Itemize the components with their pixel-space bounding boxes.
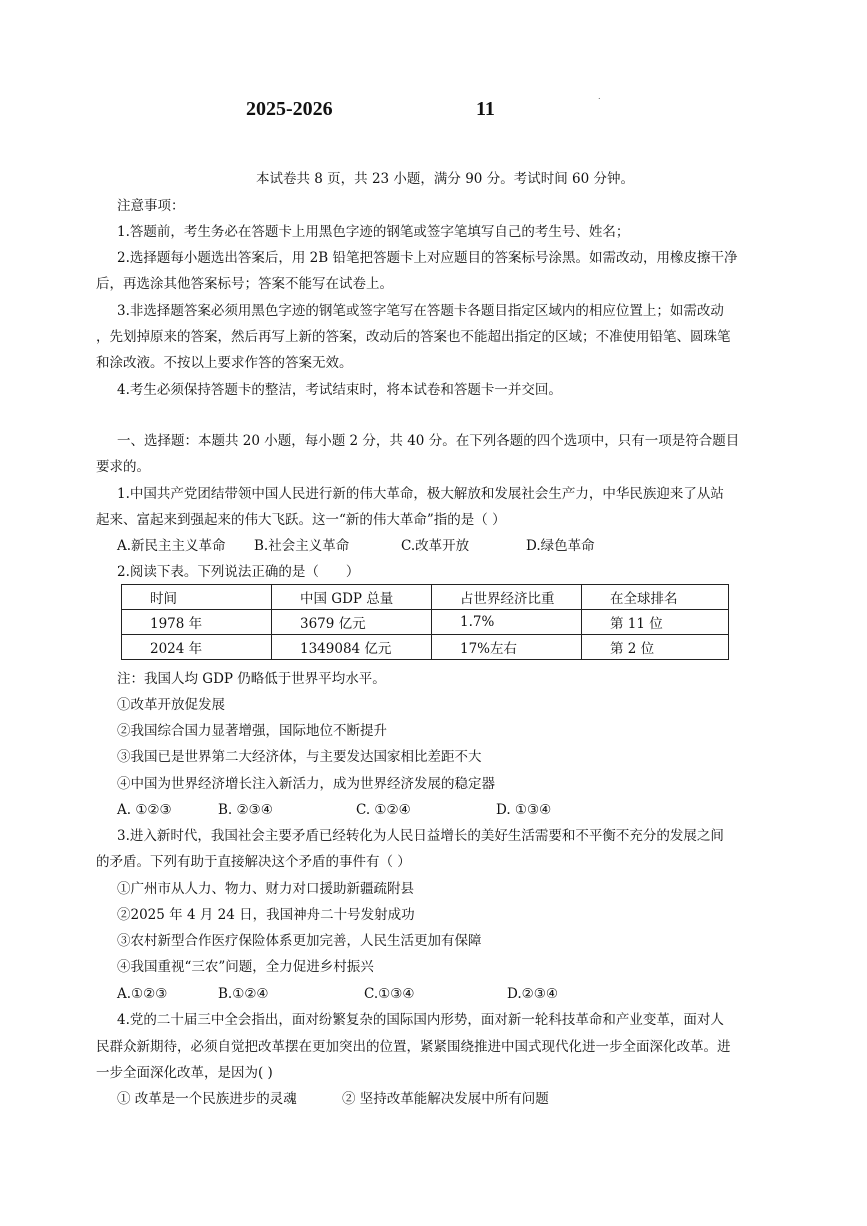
table-cell: 1978 年: [122, 610, 272, 635]
table-cell: 1.7%: [432, 610, 582, 635]
section-heading-cont: 要求的。: [96, 459, 150, 475]
question-1-option-b: B.社会主义革命: [254, 538, 350, 554]
stray-dot: .: [598, 92, 601, 101]
notice-item: 和涂改液。不按以上要求作答的答案无效。: [96, 355, 353, 371]
table-header-cell: 中国 GDP 总量: [272, 585, 432, 610]
exam-intro: 本试卷共 8 页，共 23 小题，满分 90 分。考试时间 60 分钟。: [256, 171, 634, 187]
question-2-statement: ③我国已是世界第二大经济体，与主要发达国家相比差距不大: [117, 749, 482, 765]
title-year-range: 2025-2026: [246, 98, 333, 120]
notice-item: 4.考生必须保持答题卡的整洁，考试结束时，将本试卷和答题卡一并交回。: [117, 382, 562, 398]
question-3-stem: 3.进入新时代，我国社会主要矛盾已经转化为人民日益增长的美好生活需要和不平衡不充分的发展之间: [117, 828, 724, 844]
question-3-option-b: B.①②④: [218, 986, 269, 1002]
notice-heading: 注意事项：: [117, 198, 185, 214]
table-header-cell: 占世界经济比重: [432, 585, 582, 610]
question-2-stem: 2.阅读下表。下列说法正确的是（ ）: [117, 564, 360, 580]
exam-title: [0, 98, 867, 128]
question-2-statement: ①改革开放促发展: [117, 697, 225, 713]
section-heading: 一、选择题：本题共 20 小题，每小题 2 分，共 40 分。在下列各题的四个选项中，只有一项是符合题目: [117, 433, 740, 449]
question-3-stem-cont: 的矛盾。下列有助于直接解决这个矛盾的事件有（ ）: [96, 854, 411, 870]
question-3-statement: ②2025 年 4 月 24 日，我国神舟二十号发射成功: [117, 907, 415, 923]
question-4-stem: 4.党的二十届三中全会指出，面对纷繁复杂的国际国内形势，面对新一轮科技革命和产业变革，面对人: [117, 1012, 724, 1028]
title-grade: 11: [476, 98, 495, 120]
question-2-option-a: A. ①②③: [117, 802, 172, 818]
question-2-option-c: C. ①②④: [356, 802, 411, 818]
notice-item: 2.选择题每小题选出答案后，用 2B 铅笔把答题卡上对应题目的答案标号涂黑。如需改动，用橡皮擦干净: [117, 250, 738, 266]
question-1-stem: 1.中国共产党团结带领中国人民进行新的伟大革命，极大解放和发展社会生产力，中华民族迎来了从站: [117, 486, 724, 502]
notice-item: 后，再选涂其他答案标号；答案不能写在试卷上。: [96, 276, 393, 292]
question-3-statement: ④我国重视“三农”问题，全力促进乡村振兴: [117, 959, 374, 975]
table-cell: 3679 亿元: [272, 610, 432, 635]
notice-item: ，先划掉原来的答案，然后再写上新的答案，改动后的答案也不能超出指定的区域；不准使用铅笔、圆珠笔: [96, 329, 731, 345]
question-3-option-d: D.②③④: [507, 986, 558, 1002]
gdp-table: [121, 584, 729, 660]
question-1-option-d: D.绿色革命: [526, 538, 595, 554]
table-cell: 17%左右: [432, 635, 582, 660]
question-3-option-c: C.①③④: [364, 986, 415, 1002]
question-4-stem-cont: 民群众新期待，必须自觉把改革摆在更加突出的位置，紧紧围绕推进中国式现代化进一步全面深化改革。进: [96, 1039, 731, 1055]
table-header-cell: 在全球排名: [582, 585, 729, 610]
question-2-option-d: D. ①③④: [496, 802, 552, 818]
notice-item: 1.答题前，考生务必在答题卡上用黑色字迹的钢笔或签字笔填写自己的考生号、姓名；: [117, 224, 630, 240]
question-2-option-b: B. ②③④: [218, 802, 273, 818]
question-1-stem-cont: 起来、富起来到强起来的伟大飞跃。这一“新的伟大革命”指的是（ ）: [96, 512, 506, 528]
question-2-statement: ②我国综合国力显著增强，国际地位不断提升: [117, 723, 387, 739]
question-2-note: 注：我国人均 GDP 仍略低于世界平均水平。: [117, 671, 386, 687]
table-cell: 第 2 位: [582, 635, 729, 660]
question-4-statement: ① 改革是一个民族进步的灵魂: [117, 1091, 297, 1107]
question-4-stem-cont: 一步全面深化改革，是因为( ): [96, 1065, 273, 1081]
question-1-option-c: C.改革开放: [401, 538, 470, 554]
notice-item: 3.非选择题答案必须用黑色字迹的钢笔或签字笔写在答题卡各题目指定区域内的相应位置上；如需改动: [117, 303, 724, 319]
table-row: [122, 635, 729, 660]
question-3-statement: ①广州市从人力、物力、财力对口援助新疆疏附县: [117, 881, 414, 897]
table-cell: 第 11 位: [582, 610, 729, 635]
question-4-statement: ② 坚持改革能解决发展中所有问题: [342, 1091, 549, 1107]
question-3-option-a: A.①②③: [117, 986, 168, 1002]
table-header-row: [122, 585, 729, 610]
question-1-option-a: A.新民主主义革命: [117, 538, 226, 554]
table-cell: 2024 年: [122, 635, 272, 660]
table-cell: 1349084 亿元: [272, 635, 432, 660]
question-3-statement: ③农村新型合作医疗保险体系更加完善，人民生活更加有保障: [117, 933, 482, 949]
question-2-statement: ④中国为世界经济增长注入新活力，成为世界经济发展的稳定器: [117, 776, 495, 792]
table-row: [122, 610, 729, 635]
table-header-cell: 时间: [122, 585, 272, 610]
